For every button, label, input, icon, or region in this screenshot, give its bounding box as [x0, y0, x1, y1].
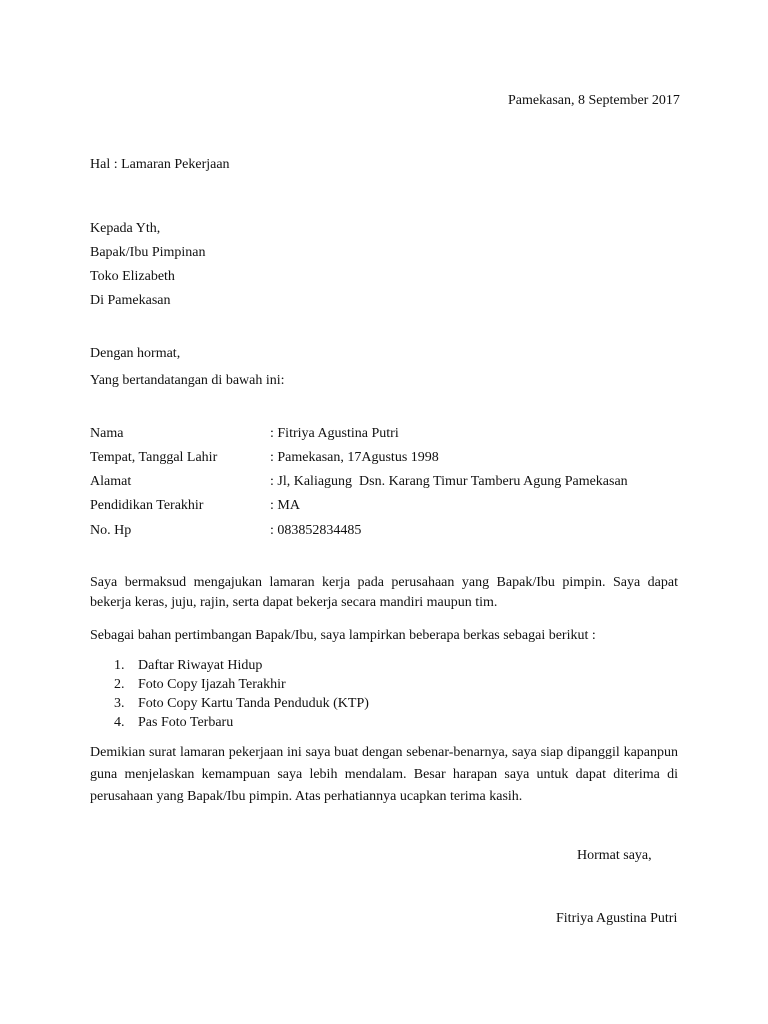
identity-label: Nama	[90, 426, 124, 441]
identity-label: No. Hp	[90, 523, 132, 538]
list-text: Foto Copy Ijazah Terakhir	[138, 677, 286, 692]
greeting: Dengan hormat,	[90, 346, 181, 361]
paragraph-closing: Demikian surat lamaran pekerjaan ini saya buat dengan sebenar-benarnya, saya siap dipanggil kapanpun guna menjelaskan kemampuan saya lebih mendalam. Besar harapan saya untuk dapat diterima di perusahaan yang Bapak/Ibu pimpin. Atas perhatiannya ucapkan terima kasih.	[90, 745, 678, 804]
sign-off: Hormat saya,	[577, 848, 652, 863]
identity-value: : Pamekasan, 17Agustus 1998	[270, 450, 439, 465]
intro-line: Yang bertandatangan di bawah ini:	[90, 373, 285, 388]
place-date: Pamekasan, 8 September 2017	[508, 93, 680, 108]
list-number: 3.	[114, 696, 125, 711]
subject-line: Hal : Lamaran Pekerjaan	[90, 157, 230, 172]
paragraph-attachments-intro: Sebagai bahan pertimbangan Bapak/Ibu, saya lampirkan beberapa berkas sebagai berikut :	[90, 628, 596, 643]
recipient-line: Bapak/Ibu Pimpinan	[90, 245, 206, 260]
list-item	[114, 657, 262, 675]
identity-label: Alamat	[90, 474, 132, 489]
paragraph-intent: Saya bermaksud mengajukan lamaran kerja pada perusahaan yang Bapak/Ibu pimpin. Saya dapat bekerja keras, juju, rajin, serta dapat bekerja secara mandiri maupun tim.	[90, 575, 678, 610]
list-text: Pas Foto Terbaru	[138, 715, 234, 730]
list-item	[114, 714, 233, 732]
identity-value: : Fitriya Agustina Putri	[270, 426, 399, 441]
list-text: Foto Copy Kartu Tanda Penduduk (KTP)	[138, 696, 369, 711]
recipient-line: Toko Elizabeth	[90, 269, 175, 284]
list-item	[114, 676, 286, 694]
recipient-line: Di Pamekasan	[90, 293, 171, 308]
identity-value: : Jl, Kaliagung Dsn. Karang Timur Tamberu Agung Pamekasan	[270, 474, 628, 489]
list-number: 2.	[114, 677, 125, 692]
list-item	[114, 695, 369, 713]
list-number: 1.	[114, 658, 125, 673]
identity-value: : MA	[270, 498, 300, 513]
list-number: 4.	[114, 715, 125, 730]
list-text: Daftar Riwayat Hidup	[138, 658, 263, 673]
signature-name: Fitriya Agustina Putri	[556, 911, 678, 926]
identity-value: : 083852834485	[270, 523, 362, 538]
identity-label: Tempat, Tanggal Lahir	[90, 450, 218, 465]
identity-label: Pendidikan Terakhir	[90, 498, 204, 513]
recipient-line: Kepada Yth,	[90, 221, 161, 236]
